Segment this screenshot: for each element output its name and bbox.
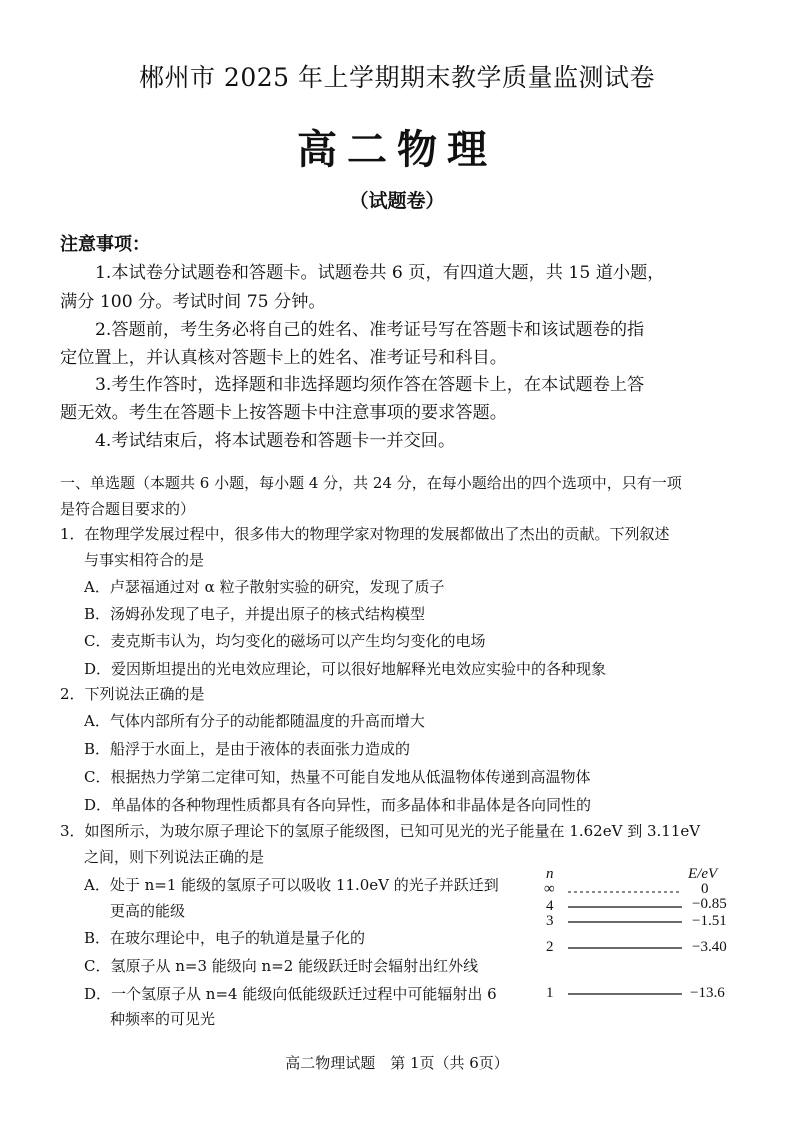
q3-option-a-cont: 更高的能级 <box>110 902 186 920</box>
level-energy-label: 0 <box>701 881 709 897</box>
q3-option-c: C．氢原子从 n=3 能级向 n=2 能级跃迁时会辐射出红外线 <box>84 957 479 975</box>
level-energy-label: −1.51 <box>692 913 727 929</box>
notice-heading: 注意事项： <box>60 234 150 255</box>
q3-stem: 3．如图所示，为玻尔原子理论下的氢原子能级图，已知可见光的光子能量在 1.62eV 到 3.11eV <box>60 822 701 840</box>
q1-stem-cont: 与事实相符合的是 <box>84 551 205 569</box>
notice-line: 4.考试结束后，将本试题卷和答题卡一并交回。 <box>95 431 456 451</box>
level-energy-label: −3.40 <box>692 939 727 955</box>
q2-option-b: B．船浮于水面上，是由于液体的表面张力造成的 <box>84 740 411 758</box>
q1-option-c: C．麦克斯韦认为，均匀变化的磁场可以产生均匀变化的电场 <box>84 632 486 650</box>
level-n-label: ∞ <box>544 881 555 897</box>
notice-line: 1.本试卷分试题卷和答题卡。试题卷共 6 页，有四道大题，共 15 道小题， <box>95 263 665 283</box>
q3-option-d-cont: 种频率的可见光 <box>110 1010 216 1028</box>
n-axis-label: n <box>546 866 554 882</box>
exam-title: 郴州市 2025 年上学期期末教学质量监测试卷 <box>138 63 656 92</box>
notice-line: 定位置上，并认真核对答题卡上的姓名、准考证号和科目。 <box>60 348 507 368</box>
subject-title: 高二物理 <box>297 127 497 173</box>
notice-line: 2.答题前，考生务必将自己的姓名、准考证号写在答题卡和该试题卷的指 <box>95 320 645 340</box>
level-energy-label: −0.85 <box>692 896 727 912</box>
q3-stem-cont: 之间，则下列说法正确的是 <box>84 848 265 866</box>
q1-option-b: B．汤姆孙发现了电子，并提出原子的核式结构模型 <box>84 605 426 623</box>
level-n-label: 4 <box>546 898 554 914</box>
q2-option-c: C．根据热力学第二定律可知，热量不可能自发地从低温物体传递到高温物体 <box>84 768 591 786</box>
level-n-label: 3 <box>546 913 554 929</box>
q1-option-d: D．爱因斯坦提出的光电效应理论，可以很好地解释光电效应实验中的各种现象 <box>84 660 607 678</box>
section-heading: 一、单选题（本题共 6 小题，每小题 4 分，共 24 分，在每小题给出的四个选项中，只有一项 <box>60 474 682 492</box>
q3-option-b: B．在玻尔理论中，电子的轨道是量子化的 <box>84 929 366 947</box>
page-footer: 高二物理试题 第 1页（共 6页） <box>285 1054 509 1072</box>
q3-option-d: D．一个氢原子从 n=4 能级向低能级跃迁过程中可能辐射出 6 <box>84 985 497 1003</box>
energy-level-lines <box>560 880 690 1010</box>
q1-option-a: A．卢瑟福通过对 α 粒子散射实验的研究，发现了质子 <box>84 578 445 596</box>
level-energy-label: −13.6 <box>690 985 725 1001</box>
notice-line: 3.考生作答时，选择题和非选择题均须作答在答题卡上，在本试题卷上答 <box>95 375 645 395</box>
paper-type: （试题卷） <box>349 190 445 212</box>
q2-option-a: A．气体内部所有分子的动能都随温度的升高而增大 <box>84 712 425 730</box>
q2-stem: 2．下列说法正确的是 <box>60 685 205 703</box>
level-n-label: 1 <box>546 985 554 1001</box>
notice-line: 满分 100 分。考试时间 75 分钟。 <box>60 292 326 312</box>
q1-stem: 1．在物理学发展过程中，很多伟大的物理学家对物理的发展都做出了杰出的贡献。下列叙述 <box>60 525 670 543</box>
energy-axis-label: E/eV <box>688 866 718 882</box>
level-n-label: 2 <box>546 939 554 955</box>
q2-option-d: D．单晶体的各种物理性质都具有各向异性，而多晶体和非晶体是各向同性的 <box>84 796 592 814</box>
section-heading-cont: 是符合题目要求的） <box>60 500 196 518</box>
notice-line: 题无效。考生在答题卡上按答题卡中注意事项的要求答题。 <box>60 403 507 423</box>
q3-option-a: A．处于 n=1 能级的氢原子可以吸收 11.0eV 的光子并跃迁到 <box>84 876 499 894</box>
